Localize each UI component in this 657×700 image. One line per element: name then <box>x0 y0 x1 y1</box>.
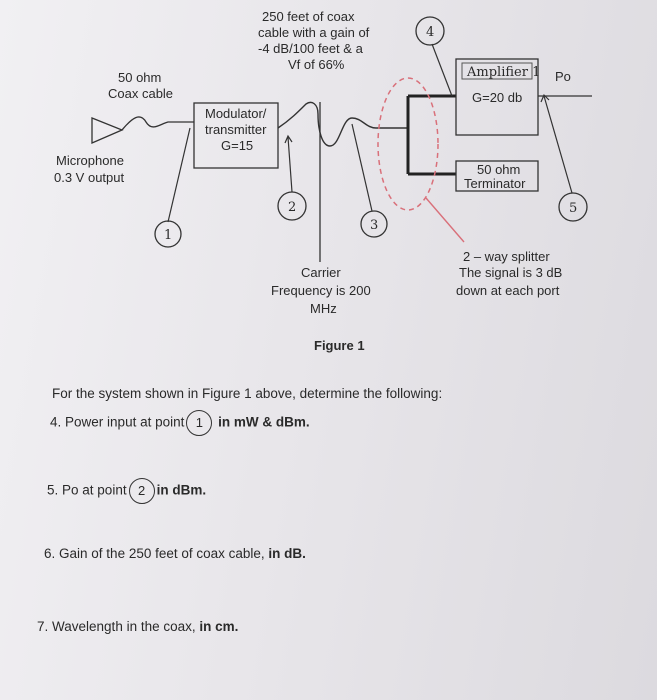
coax-note-line-4: Vf of 66% <box>288 57 345 72</box>
point-4-marker <box>416 17 444 45</box>
pointer-5 <box>541 95 572 193</box>
question-5-point: 2 <box>129 478 155 504</box>
question-6 <box>44 546 306 561</box>
question-7-number: 7. <box>37 619 49 634</box>
modulator-line-3: G=15 <box>221 138 254 153</box>
coax-note-line-3: -4 dB/100 feet & a <box>258 41 363 56</box>
pointer-1 <box>168 128 190 222</box>
figure-title: Figure 1 <box>314 338 365 353</box>
carrier-line-1: Carrier <box>301 265 341 280</box>
splitter-line-1: 2 – way splitter <box>463 249 550 264</box>
modulator-line-1: Modulator/ <box>205 106 267 121</box>
mic-label-line-2: 0.3 V output <box>54 170 125 185</box>
carrier-line-3: MHz <box>310 301 337 316</box>
questions-intro: For the system shown in Figure 1 above, determine the following: <box>52 386 443 401</box>
question-7-text: Wavelength in the coax, <box>52 619 200 634</box>
carrier-line-2: Frequency is 200 <box>271 283 371 298</box>
pointer-4 <box>432 44 452 96</box>
question-5-text: Po at point <box>62 482 127 498</box>
question-5 <box>47 478 206 504</box>
amplifier-name: Amplifier 1 <box>467 65 541 80</box>
coax-note-line-1: 250 feet of coax <box>262 9 355 24</box>
point-5-marker <box>559 193 587 221</box>
question-6-units: in dB. <box>268 546 306 561</box>
point-2-marker <box>278 192 306 220</box>
cable-label-line-1: 50 ohm <box>118 70 162 85</box>
svg-text:2: 2 <box>288 200 297 215</box>
splitter-line-2: The signal is 3 dB <box>459 265 563 280</box>
pointer-2 <box>285 136 292 192</box>
question-5-number: 5. <box>47 482 59 498</box>
po-label: Po <box>555 69 571 84</box>
splitter-lines <box>408 96 456 174</box>
amplifier-gain: G=20 db <box>472 90 523 105</box>
question-4 <box>50 410 310 436</box>
point-3-marker <box>361 211 387 237</box>
coax-note-line-2: cable with a gain of <box>258 25 370 40</box>
modulator-line-2: transmitter <box>205 122 267 137</box>
question-6-text: Gain of the 250 feet of coax cable, <box>59 546 269 561</box>
terminator-line-2: Terminator <box>464 176 526 191</box>
svg-text:1: 1 <box>164 228 173 243</box>
splitter-marker-pointer <box>426 198 464 242</box>
svg-text:4: 4 <box>426 25 435 40</box>
svg-text:3: 3 <box>370 218 379 233</box>
question-4-units: in mW & dBm. <box>218 414 310 430</box>
coax-cable-line <box>278 102 408 146</box>
microphone-icon <box>92 117 194 143</box>
terminator-line-1: 50 ohm <box>477 162 521 177</box>
question-7-units: in cm. <box>199 619 239 634</box>
question-4-point: 1 <box>186 410 212 436</box>
splitter-line-3: down at each port <box>456 283 560 298</box>
cable-label-line-2: Coax cable <box>108 86 174 101</box>
question-7 <box>37 619 238 634</box>
svg-text:5: 5 <box>569 201 578 216</box>
question-4-number: 4. <box>50 414 62 430</box>
question-6-number: 6. <box>44 546 56 561</box>
question-4-text: Power input at point <box>65 414 185 430</box>
pointer-3 <box>352 124 372 211</box>
question-5-units: in dBm. <box>156 482 207 498</box>
mic-label-line-1: Microphone <box>56 153 124 168</box>
point-1-marker <box>155 221 181 247</box>
